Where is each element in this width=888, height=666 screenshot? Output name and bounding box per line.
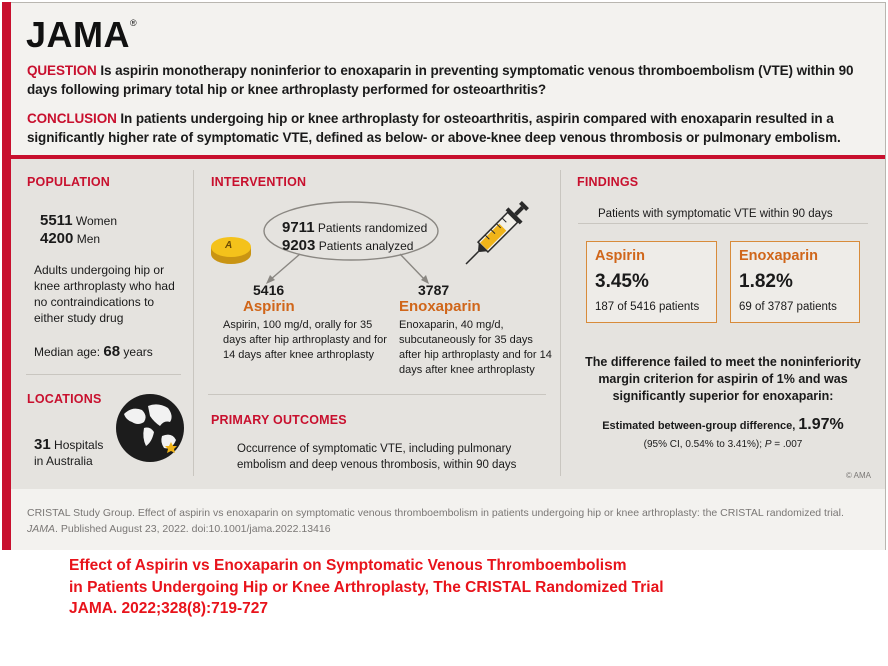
between-group-difference: Estimated between-group difference, 1.97%: [602, 416, 844, 433]
men-count: 4200 Men: [40, 230, 101, 247]
women-count: 5511 Women: [40, 212, 118, 229]
enoxaparin-count: 3787: [418, 282, 450, 298]
aspirin-arm-description: Aspirin, 100 mg/d, orally for 35 days after hip arthroplasty and for 14 days after knee arthroplasty: [223, 319, 387, 361]
enoxaparin-arm-description: Enoxaparin, 40 mg/d, subcutaneously for 35 days after hip arthroplasty and for 14 days after knee arthroplasty: [399, 319, 552, 376]
country-label: in Australia: [34, 454, 93, 468]
enoxaparin-result-name: Enoxaparin: [739, 248, 818, 264]
intervention-title: INTERVENTION: [211, 175, 307, 189]
globe-icon: [114, 392, 186, 464]
enoxaparin-arm-name: Enoxaparin: [399, 298, 481, 315]
column-divider-2: [560, 170, 561, 476]
aspirin-result-detail: 187 of 5416 patients: [595, 301, 700, 313]
hospitals-count: 31 Hospitals: [34, 436, 104, 453]
jama-logo: JAMA®: [26, 14, 138, 55]
intervention-divider: [208, 394, 546, 395]
enoxaparin-result-detail: 69 of 3787 patients: [739, 301, 837, 313]
question-label: QUESTION: [27, 63, 97, 78]
conclusion-label: CONCLUSION: [27, 111, 117, 126]
aspirin-result-pct: 3.45%: [595, 271, 649, 292]
population-divider: [26, 374, 181, 375]
findings-summary: The difference failed to meet the noninferiority margin criterion for aspirin of 1% and was significantly superior for enoxaparin:: [585, 355, 861, 403]
copyright-mark: © AMA: [846, 471, 872, 480]
population-title: POPULATION: [27, 175, 111, 189]
syringe-icon: [455, 190, 535, 280]
patients-analyzed: 9203 Patients analyzed: [282, 237, 414, 254]
caption-line-3: JAMA. 2022;328(8):719-727: [69, 600, 269, 617]
citation-text: CRISTAL Study Group. Effect of aspirin vs enoxaparin on symptomatic venous thromboembolism in patients undergoing hip or knee arthroplasty: the CRISTAL randomized trial. JAMA. Published August 23, 2022. doi:10.1001/jama.2022.13416: [27, 507, 844, 535]
primary-outcomes-title: PRIMARY OUTCOMES: [211, 413, 347, 427]
primary-outcomes-text: Occurrence of symptomatic VTE, including pulmonary embolism and deep venous thrombosis, within 90 days: [237, 443, 517, 471]
article-caption: [69, 555, 869, 620]
aspirin-count: 5416: [253, 282, 285, 298]
caption-line-2: in Patients Undergoing Hip or Knee Arthroplasty, The CRISTAL Randomized Trial: [69, 578, 664, 596]
aspirin-arm-name: Aspirin: [243, 298, 295, 315]
enoxaparin-result-pct: 1.82%: [739, 271, 793, 292]
locations-title: LOCATIONS: [27, 392, 102, 406]
population-description: Adults undergoing hip or knee arthroplasty who had no contraindications to either study drug: [34, 263, 175, 325]
caption-line-1: Effect of Aspirin vs Enoxaparin on Symptomatic Venous Thromboembolism: [69, 557, 627, 574]
median-age: Median age: 68 years: [34, 343, 153, 360]
findings-subtitle-rule: [578, 223, 868, 224]
conclusion-text: CONCLUSION In patients undergoing hip or knee arthroplasty for osteoarthritis, aspirin compared with enoxaparin resulted in a significantly higher rate of symptomatic VTE, defined as below- or above-knee deep venous thrombosis or pulmonary embolism.: [27, 111, 841, 145]
pill-letter: A: [225, 240, 233, 251]
red-side-bar: [2, 2, 11, 550]
question-text: QUESTION Is aspirin monotherapy noninferior to enoxaparin in preventing symptomatic venous thromboembolism (VTE) within 90 days following primary total hip or knee arthroplasty performed for osteoarthritis?: [27, 63, 854, 97]
patients-randomized: 9711 Patients randomized: [282, 219, 428, 236]
findings-subtitle: Patients with symptomatic VTE within 90 days: [598, 208, 833, 220]
column-divider-1: [193, 170, 194, 476]
aspirin-result-name: Aspirin: [595, 248, 645, 264]
findings-title: FINDINGS: [577, 175, 639, 189]
confidence-interval: (95% CI, 0.54% to 3.41%); P = .007: [643, 439, 803, 450]
